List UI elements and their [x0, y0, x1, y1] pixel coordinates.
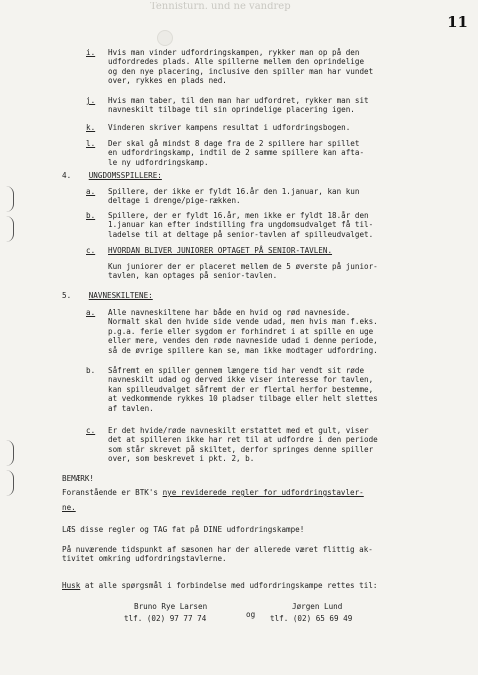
item-label: l.: [86, 139, 96, 148]
item-text: Alle navneskiltene har både en hvid og rød navneside. Normalt skal den hvide side vende udad, men hvis man f.eks. p.g.a. ferie eller sygdom er forhindret i at spille en uge eller mere, vendes den røde navneside udad i denne periode, så de øvrige spillere kan se, man ikke modtager udfordring.: [108, 308, 378, 355]
item-text: Hvis man vinder udfordringskampen, rykker man op på den udfordredes plads. Alle spillerne mellem den oprindelige og den nye placering, inclusive den spiller man har vundet over, rykkes en plads ned.: [108, 48, 374, 86]
item-label: j.: [86, 96, 96, 105]
margin-bracket: [6, 470, 14, 496]
bleed-through-text: Tennisturn. und ne vandrep: [150, 2, 291, 12]
questions-text: at alle spørgsmål i forbindelse med udfordringskampe rettes til:: [80, 581, 378, 590]
margin-bracket: [6, 440, 14, 466]
section-heading: [62, 291, 153, 300]
contact-name: Bruno Rye Larsen: [134, 602, 208, 611]
item-label: k.: [86, 123, 96, 132]
remark-prefix: Foranstående er BTK's: [62, 488, 163, 497]
contact-phone: tlf. (02) 97 77 74: [124, 614, 207, 623]
remark-underlined-end: ne.: [62, 503, 76, 512]
item-text: Spillere, der er fyldt 16.år, men ikke er fyldt 18.år den 1.januar kan efter indstilling fra ungdomsudvalget få til- ladelse til at deltage på senior-tavlen af spilleudvalget.: [108, 211, 374, 239]
questions-emphasis: Husk: [62, 581, 81, 590]
item-label: c.: [86, 246, 96, 255]
page-number: 11: [447, 13, 468, 31]
contact-phone: tlf. (02) 65 69 49: [270, 614, 353, 623]
punch-hole: [157, 30, 173, 46]
contacts-joiner: og: [246, 610, 256, 619]
item-text: Hvis man taber, til den man har udfordret, rykker man sit navneskilt tilbage til sin oprindelige placering igen.: [108, 96, 369, 115]
item-label: b.: [86, 366, 96, 375]
questions-line: [62, 581, 377, 590]
item-text: Er det hvide/røde navneskilt erstattet med et gult, viser det at spilleren ikke har ret til at udfordre i den periode som står skrevet på skiltet, derfor springes denne spiller over, som beskrevet i pkt. 2, b.: [108, 426, 378, 464]
item-text: Spillere, der ikke er fyldt 16.år den 1.januar, kan kun deltage i drenge/pige-rækken.: [108, 187, 360, 206]
section-title: UNGDOMSSPILLERE:: [88, 171, 162, 180]
item-label: a.: [86, 308, 96, 317]
contact-name: Jørgen Lund: [292, 602, 343, 611]
item-label: a.: [86, 187, 96, 196]
item-text: Såfremt en spiller gennem længere tid har vendt sit røde navneskilt udad og derved ikke viser interesse for tavlen, kan spilleudvalget såfremt der er flertal herfor bestemme, at vedkommende rykkes 10 pladser tilbage eller helt slettes af tavlen.: [108, 366, 378, 413]
remark-line: [62, 488, 364, 497]
section-title: NAVNESKILTENE:: [88, 291, 153, 300]
section-number: 4.: [62, 171, 72, 180]
margin-bracket: [6, 186, 14, 212]
remark-underlined: nye reviderede regler for udfordringstavler-: [162, 488, 364, 497]
item-label: b.: [86, 211, 96, 220]
read-line: LÆS disse regler og TAG fat på DINE udfordringskampe!: [62, 525, 305, 534]
junior-note: Kun juniorer der er placeret mellem de 5 øverste på junior- tavlen, kan optages på senior-tavlen.: [108, 262, 378, 281]
remark-heading: BEMÆRK!: [62, 474, 95, 483]
margin-bracket: [6, 216, 14, 242]
current-note: På nuværende tidspunkt af sæsonen har der allerede været flittig ak- tivitet omkring udfordringstavlerne.: [62, 545, 373, 564]
section-number: 5.: [62, 291, 72, 300]
item-label: i.: [86, 48, 96, 57]
item-text: Der skal gå mindst 8 dage fra de 2 spillere har spillet en udfordringskamp, indtil de 2 samme spillere kan afta- le ny udfordringskamp.: [108, 139, 365, 167]
item-text: Vinderen skriver kampens resultat i udfordringsbogen.: [108, 123, 351, 132]
section-heading: [62, 171, 162, 180]
item-text: HVORDAN BLIVER JUNIORER OPTAGET PÅ SENIOR-TAVLEN.: [108, 246, 333, 255]
item-label: c.: [86, 426, 96, 435]
